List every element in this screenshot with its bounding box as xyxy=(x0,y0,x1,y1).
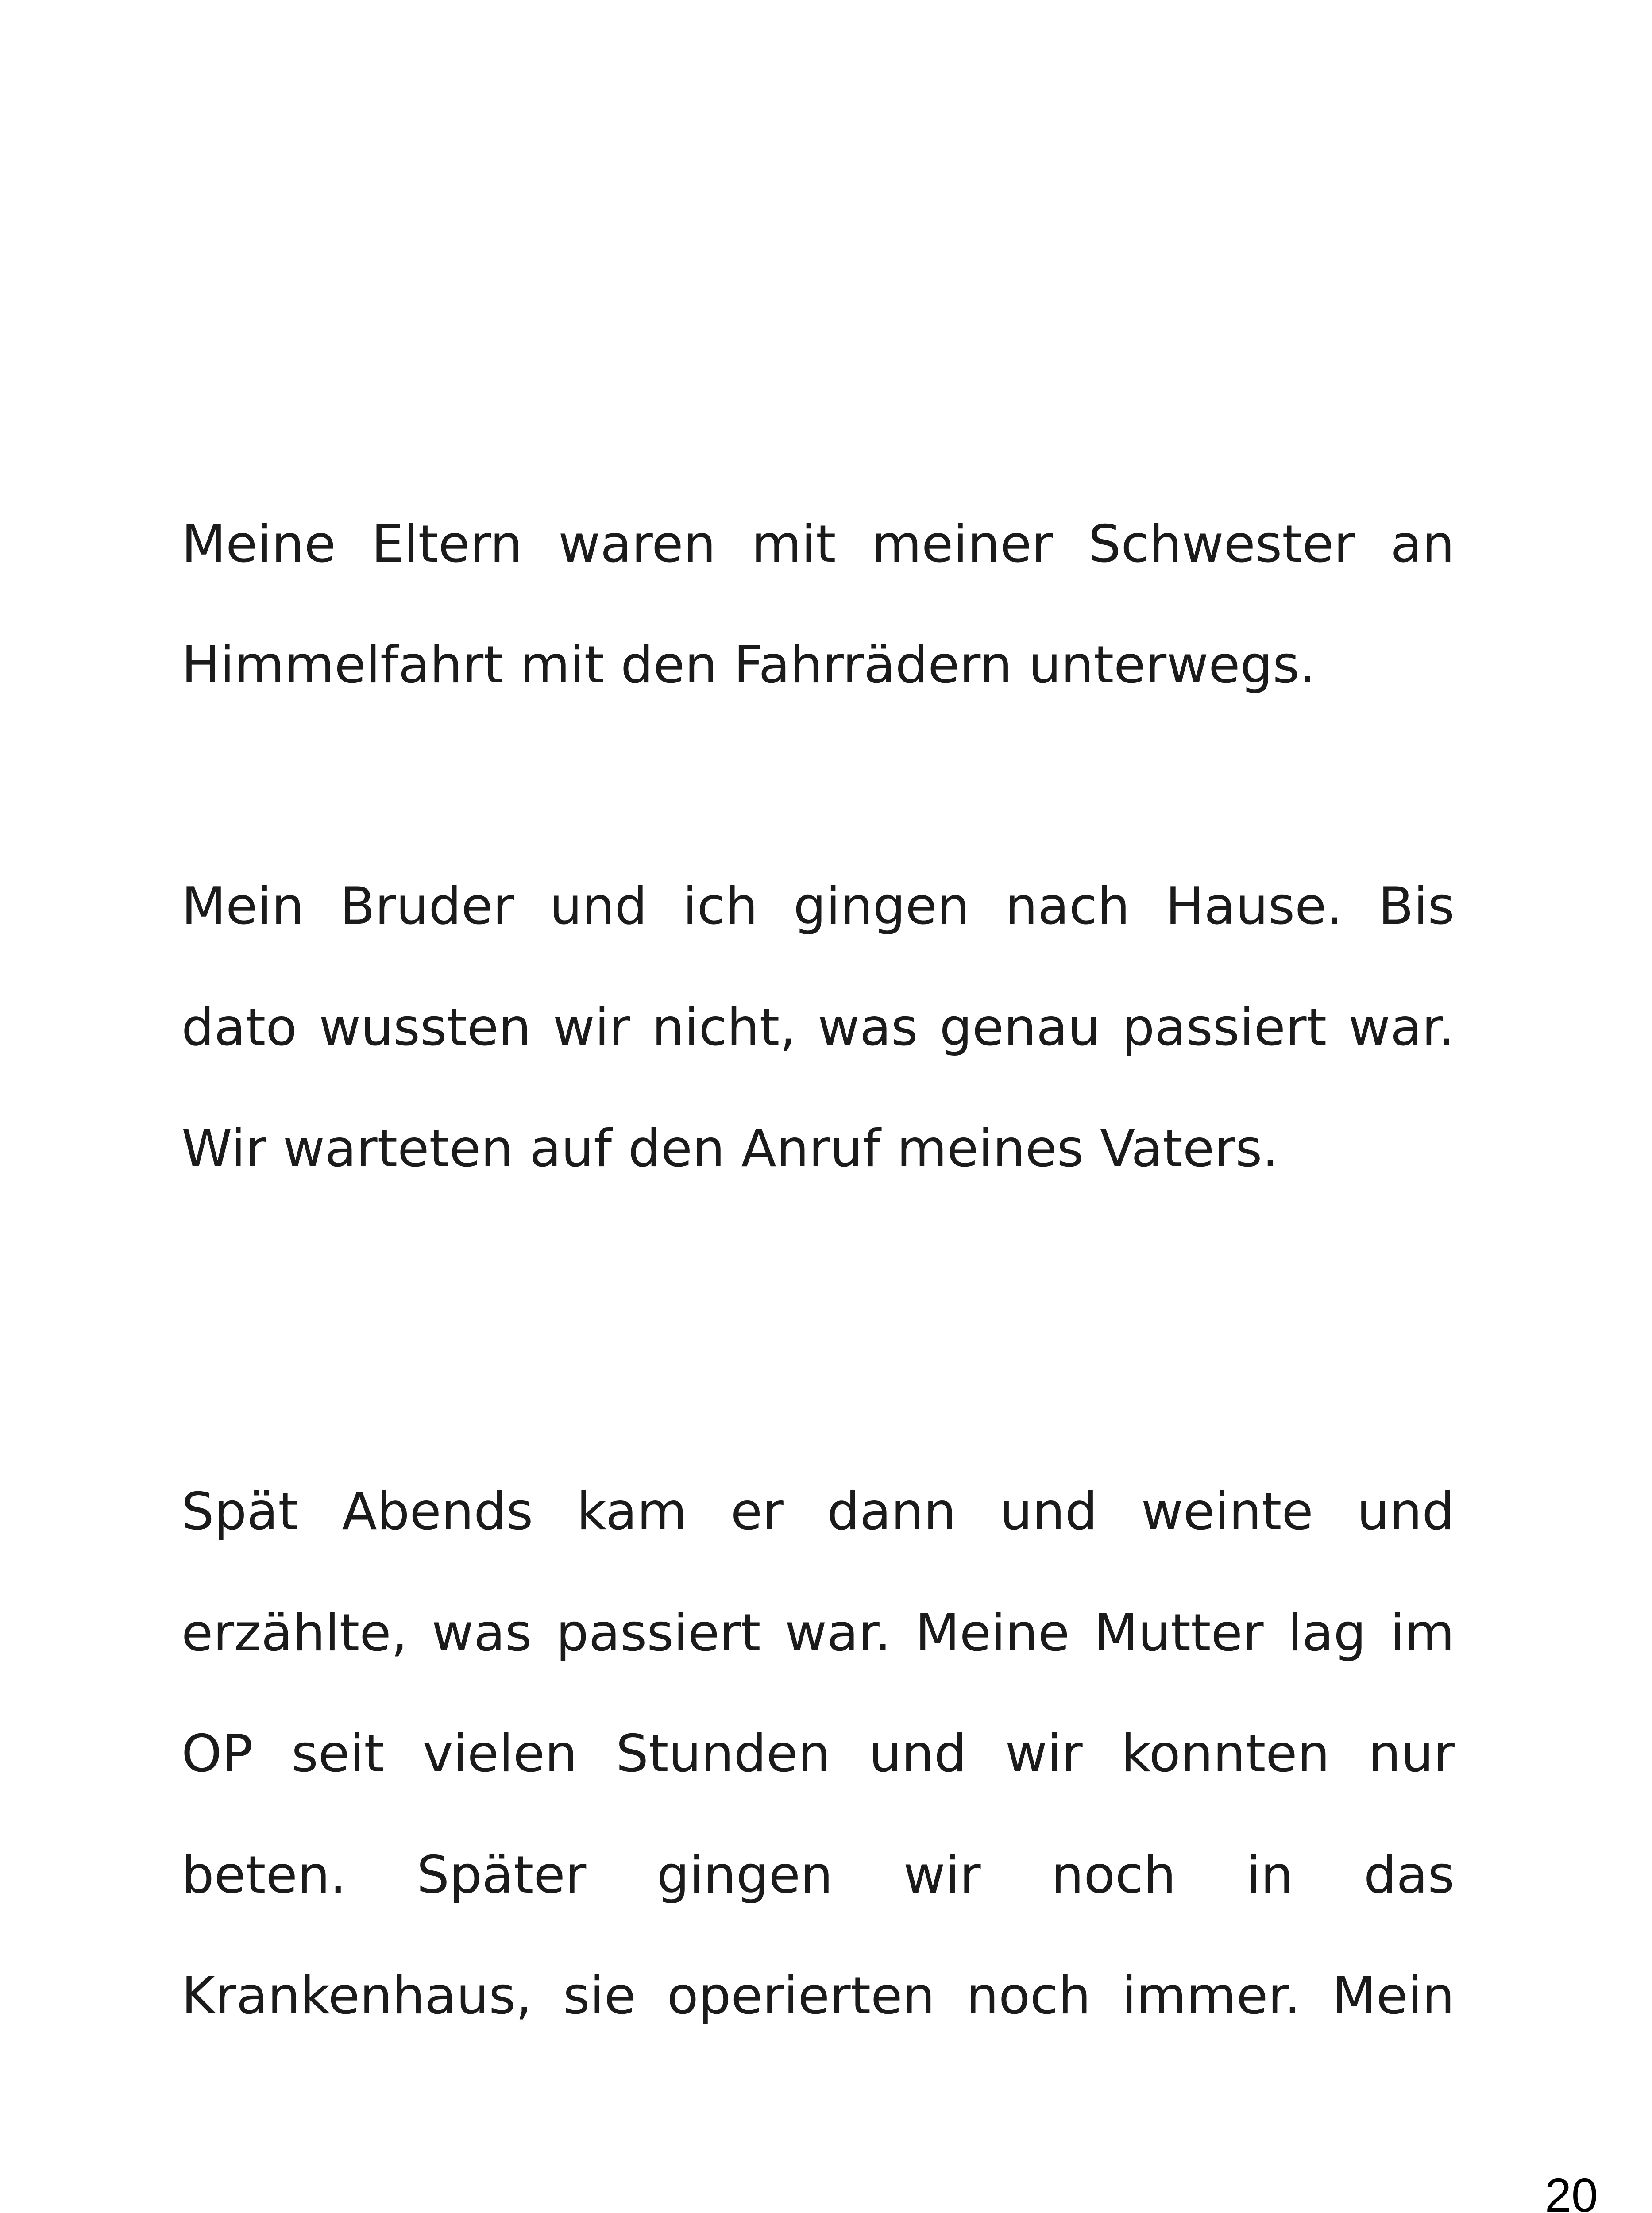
page-number: 20 xyxy=(1544,2168,1598,2213)
paragraph-2-line-1: Mein Bruder und ich gingen nach Hause. Bis xyxy=(181,876,1455,936)
paragraph-1-line-1: Meine Eltern waren mit meiner Schwester an xyxy=(181,514,1455,574)
paragraph-2-line-3: Wir warteten auf den Anruf meines Vaters. xyxy=(181,1119,1279,1179)
paragraph-3-line-1: Spät Abends kam er dann und weinte und xyxy=(181,1482,1455,1542)
paragraph-3-line-2: erzählte, was passiert war. Meine Mutter lag im xyxy=(181,1603,1455,1663)
paragraph-3-line-3: OP seit vielen Stunden und wir konnten nur xyxy=(181,1724,1455,1784)
paragraph-3-line-5: Krankenhaus, sie operierten noch immer. Mein xyxy=(181,1966,1455,2026)
paragraph-3-line-4: beten. Später gingen wir noch in das xyxy=(181,1845,1455,1905)
paragraph-2-line-2: dato wussten wir nicht, was genau passiert war. xyxy=(181,998,1455,1057)
paragraph-1-line-2: Himmelfahrt mit den Fahrrädern unterwegs. xyxy=(181,635,1316,695)
